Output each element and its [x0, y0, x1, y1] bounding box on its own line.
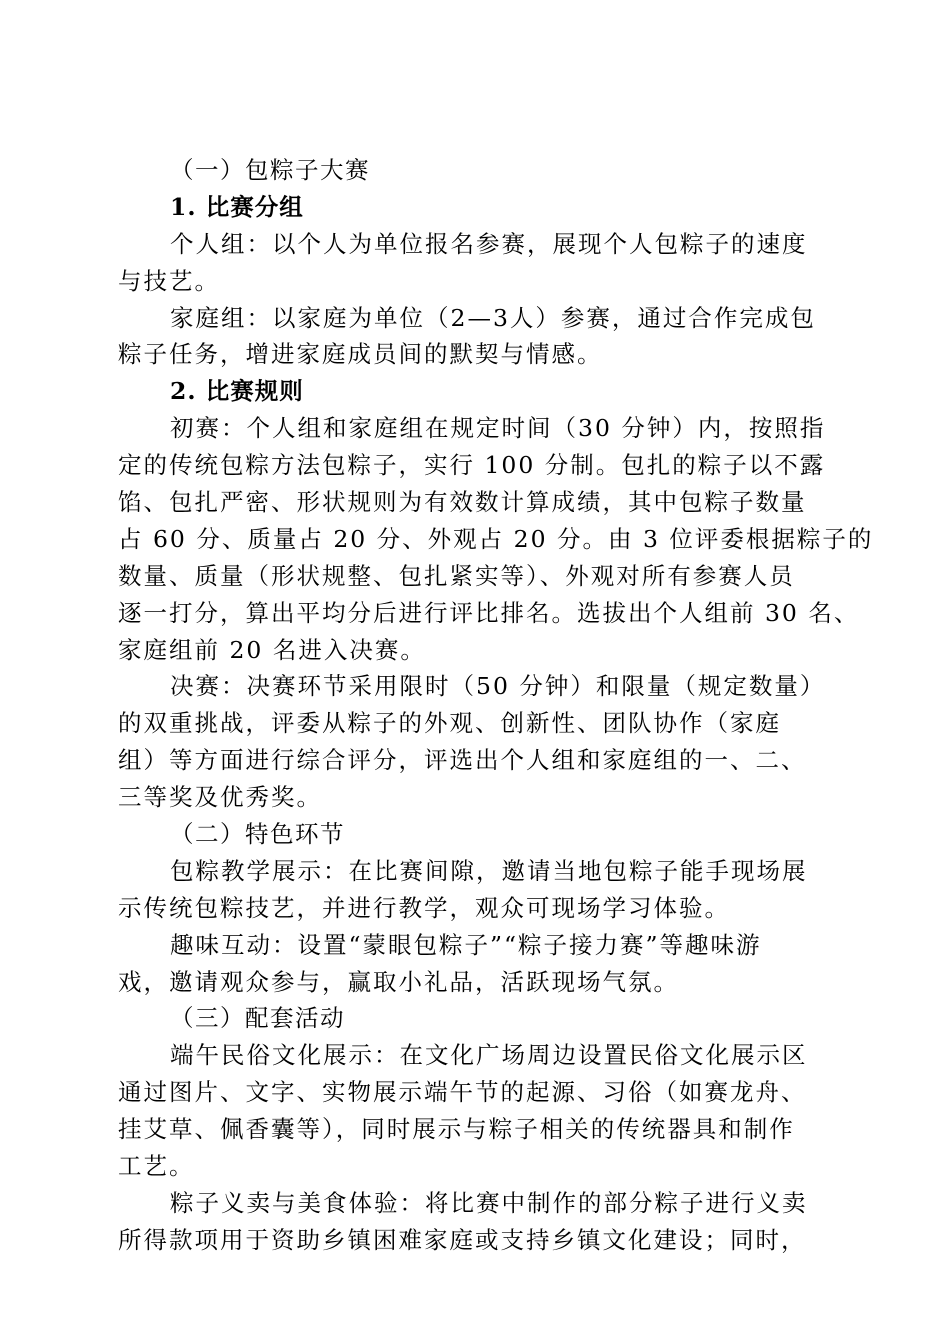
text-line: 戏，邀请观众参与，赢取小礼品，活跃现场气氛。: [118, 967, 679, 996]
text-line: 家庭组：以家庭为单位（2—3人）参赛，通过合作完成包: [170, 303, 816, 332]
text-line: 所得款项用于资助乡镇困难家庭或支持乡镇文化建设；同时，: [118, 1225, 807, 1254]
text-line: 初赛：个人组和家庭组在规定时间（30 分钟）内，按照指: [170, 414, 826, 443]
text-line: 挂艾草、佩香囊等），同时展示与粽子相关的传统器具和制作: [118, 1115, 795, 1144]
paragraph-family-group: [118, 300, 832, 374]
text-line: 数量、质量（形状规整、包扎紧实等）、外观对所有参赛人员: [118, 561, 795, 590]
paragraph-folk-culture: [118, 1037, 832, 1185]
text-line: 工艺。: [118, 1152, 195, 1181]
paragraph-teaching: [118, 853, 832, 927]
text-line: 包粽教学展示：在比赛间隙，邀请当地包粽子能手现场展: [170, 856, 808, 885]
subheading-grouping: 1. 比赛分组: [170, 192, 304, 221]
text-line: 决赛：决赛环节采用限时（50 分钟）和限量（规定数量）: [170, 672, 826, 701]
text-line: 粽子义卖与美食体验：将比赛中制作的部分粽子进行义卖: [170, 1188, 808, 1217]
document-page: [118, 152, 874, 1259]
text-line: 家庭组前 20 名进入决赛。: [118, 635, 426, 664]
text-line: 占 60 分、质量占 20 分、外观占 20 分。由 3 位评委根据粽子的: [118, 524, 874, 553]
subheading-rules: 2. 比赛规则: [170, 377, 304, 406]
text-line: 与技艺。: [118, 266, 220, 295]
text-line: 的双重挑战，评委从粽子的外观、创新性、团队协作（家庭: [118, 709, 781, 738]
paragraph-charity-sale: [118, 1185, 832, 1259]
text-line: 组）等方面进行综合评分，评选出个人组和家庭组的一、二、: [118, 746, 807, 775]
section-title-competition: （一）包粽子大赛: [170, 156, 370, 184]
text-line: 示传统包粽技艺，并进行教学，观众可现场学习体验。: [118, 893, 730, 922]
paragraph-preliminary: [118, 410, 874, 668]
text-line: 馅、包扎严密、形状规则为有效数计算成绩，其中包粽子数量: [118, 488, 807, 517]
text-line: 端午民俗文化展示：在文化广场周边设置民俗文化展示区: [170, 1041, 808, 1070]
paragraph-final: [118, 668, 832, 816]
text-line: 通过图片、文字、实物展示端午节的起源、习俗（如赛龙舟、: [118, 1078, 807, 1107]
text-line: 定的传统包粽方法包粽子，实行 100 分制。包扎的粽子以不露: [118, 451, 826, 480]
paragraph-individual-group: [118, 226, 832, 300]
paragraph-fun-interaction: [118, 927, 832, 1001]
text-line: 逐一打分，算出平均分后进行评比排名。选拔出个人组前 30 名、: [118, 598, 860, 627]
text-line: 个人组：以个人为单位报名参赛，展现个人包粽子的速度: [170, 229, 808, 258]
text-line: 三等奖及优秀奖。: [118, 783, 322, 812]
section-title-features: （二）特色环节: [170, 820, 345, 849]
section-title-supporting: （三）配套活动: [170, 1004, 345, 1033]
text-line: 趣味互动：设置“蒙眼包粽子”“粽子接力赛”等趣味游: [170, 930, 762, 959]
text-line: 粽子任务，增进家庭成员间的默契与情感。: [118, 340, 603, 369]
